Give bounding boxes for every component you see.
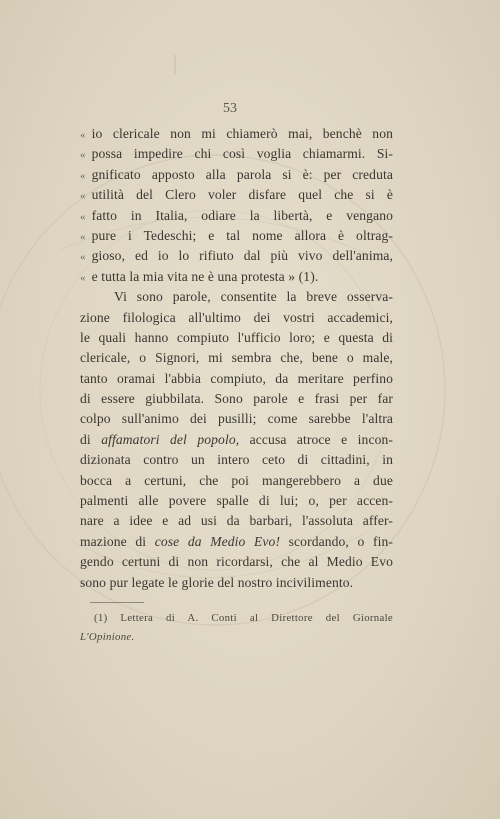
text-line: tanto oramai l'abbia compiuto, da meritare perfino <box>80 370 393 386</box>
italic-phrase: cose da Medio Evo! <box>154 533 281 549</box>
text-line: di essere giubbilata. Sono parole e frasi per far <box>80 391 393 407</box>
footnote-line: (1) Lettera di A. Conti al Direttore del Giornale <box>94 612 393 624</box>
text-line: clericale, o Signori, mi sembra che, bene o male, <box>80 350 393 366</box>
text-line: sono pur legate le glorie del nostro incivilimento. <box>80 574 354 590</box>
text-line: « io clericale non mi chiamerò mai, benchè non <box>80 126 393 141</box>
text-line: dizionata contro un intero ceto di cittadini, in <box>80 452 393 468</box>
footnote-source: L'Opinione. <box>80 631 135 643</box>
quote-mark: « <box>80 190 86 203</box>
text-line: nare a idee e ad usi da barbari, l'assoluta affer- <box>80 513 393 529</box>
page-number: 53 <box>223 101 237 116</box>
text-line: palmenti alle povere spalle di lui; o, per accen- <box>80 493 393 509</box>
italic-phrase: affamatori del popolo, <box>101 431 240 447</box>
quote-mark: « <box>80 210 86 223</box>
text-line: « utilità del Clero voler disfare quel che si è <box>80 187 393 203</box>
quote-mark: « <box>80 251 86 264</box>
text-line: bocca a certuni, che poi mangerebbero a due <box>80 472 393 488</box>
paragraph-first-line: Vi sono parole, consentite la breve osserva- <box>114 289 393 305</box>
quote-mark: « <box>80 169 86 182</box>
text-line: colpo sull'animo dei pusilli; come sarebbe l'altra <box>80 411 393 427</box>
quote-mark: « <box>80 149 86 162</box>
quote-mark: « <box>80 271 86 284</box>
text-line: « gioso, ed io lo rifiuto dal più vivo dell'anima, <box>80 248 393 264</box>
footnote <box>80 609 393 647</box>
text-line: le quali hanno compiuto l'ufficio loro; e questa di <box>80 329 393 345</box>
text-line: zione filologica all'ultimo dei vostri accademici, <box>80 309 393 325</box>
text-line: di affamatori del popolo, accusa atroce e incon- <box>80 431 393 447</box>
text-line: « gnificato apposto alla parola si è: per creduta <box>80 166 393 182</box>
text-line: « e tutta la mia vita ne è una protesta » (1). <box>80 268 319 284</box>
quote-mark: « <box>80 129 86 141</box>
text-line: gendo certuni di non ricordarsi, che al Medio Evo <box>80 554 393 570</box>
main-text <box>80 124 393 593</box>
footnote-divider <box>90 602 144 603</box>
text-line: mazione di cose da Medio Evo! scordando, o fin- <box>80 533 393 549</box>
text-line: « fatto in Italia, odiare la libertà, e vengano <box>80 207 393 223</box>
text-line: « possa impedire chi così voglia chiamarmi. Si- <box>80 146 393 162</box>
quote-mark: « <box>80 230 86 243</box>
text-line: « pure i Tedeschi; e tal nome allora è oltrag- <box>80 227 393 243</box>
